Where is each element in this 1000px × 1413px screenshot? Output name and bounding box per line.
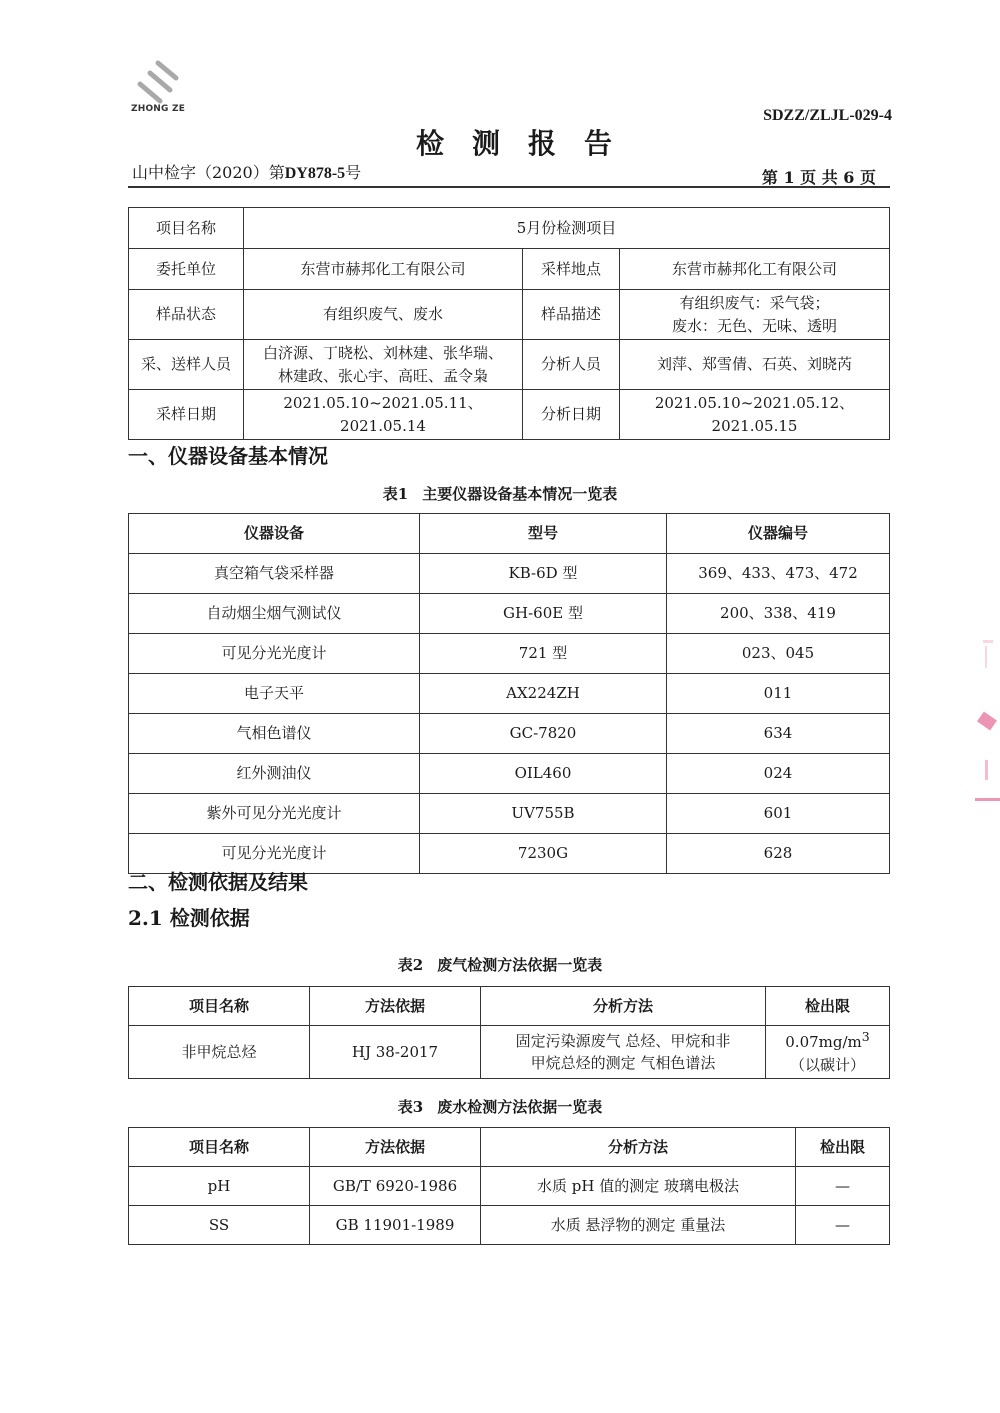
report-number-id: DY878-5 bbox=[284, 165, 346, 182]
cell-model: GH-60E 型 bbox=[420, 594, 667, 634]
subsection-heading-basis: 2.1 检测依据 bbox=[128, 906, 250, 930]
column-header: 项目名称 bbox=[129, 1128, 310, 1167]
table-row bbox=[129, 249, 890, 290]
table-row bbox=[129, 634, 890, 674]
value-analysts: 刘萍、郑雪倩、石英、刘晓芮 bbox=[620, 340, 890, 390]
cell-model: UV755B bbox=[420, 794, 667, 834]
label-sample-state: 样品状态 bbox=[129, 290, 244, 340]
table-row bbox=[129, 290, 890, 340]
cell-serial: 628 bbox=[667, 834, 890, 874]
table2-caption bbox=[0, 954, 1000, 975]
section-heading-basis: 二、检测依据及结果 bbox=[128, 870, 308, 894]
cell-equipment: 真空箱气袋采样器 bbox=[129, 554, 420, 594]
cell-model: OIL460 bbox=[420, 754, 667, 794]
cell-serial: 024 bbox=[667, 754, 890, 794]
samplers-line1: 白济源、丁晓松、刘林建、张华瑞、 bbox=[262, 344, 503, 362]
cell-equipment: 紫外可见分光光度计 bbox=[129, 794, 420, 834]
sample-desc-line2: 废水：无色、无味、透明 bbox=[671, 316, 837, 335]
analysis-date-line2: 2021.05.15 bbox=[711, 416, 798, 435]
label-samplers: 采、送样人员 bbox=[129, 340, 244, 390]
cell-limit: — bbox=[796, 1167, 890, 1206]
table2-caption-number: 表2 bbox=[397, 956, 424, 974]
table3-caption bbox=[0, 1096, 1000, 1117]
table-header-row bbox=[129, 1128, 890, 1167]
cell-item: pH bbox=[129, 1167, 310, 1206]
analysis-date-line1: 2021.05.10~2021.05.12、 bbox=[654, 394, 855, 412]
cell-limit: — bbox=[796, 1206, 890, 1245]
cell-equipment: 自动烟尘烟气测试仪 bbox=[129, 594, 420, 634]
cell-equipment: 可见分光光度计 bbox=[129, 834, 420, 874]
cell-serial: 023、045 bbox=[667, 634, 890, 674]
column-header: 分析方法 bbox=[481, 1128, 796, 1167]
column-header: 检出限 bbox=[796, 1128, 890, 1167]
limit-value: 0.07mg/m bbox=[785, 1033, 862, 1051]
label-sample-desc: 样品描述 bbox=[523, 290, 620, 340]
table-row bbox=[129, 794, 890, 834]
label-sampling-date: 采样日期 bbox=[129, 390, 244, 440]
value-sampling-date: 2021.05.10~2021.05.11、2021.05.14 bbox=[244, 390, 523, 440]
table3-caption-text: 废水检测方法依据一览表 bbox=[437, 1098, 603, 1116]
sample-desc-line1: 有组织废气：采气袋； bbox=[679, 294, 830, 312]
cell-standard: GB/T 6920-1986 bbox=[310, 1167, 481, 1206]
cell-method: 水质 悬浮物的测定 重量法 bbox=[481, 1206, 796, 1245]
report-number-prefix: 山中检字（2020）第 bbox=[132, 163, 285, 182]
waste-gas-method-table bbox=[128, 986, 890, 1079]
table-row bbox=[129, 714, 890, 754]
equipment-table bbox=[128, 513, 890, 874]
cell-serial: 369、433、473、472 bbox=[667, 554, 890, 594]
table-header-row bbox=[129, 987, 890, 1026]
limit-superscript: 3 bbox=[861, 1029, 870, 1044]
table2-caption-text: 废气检测方法依据一览表 bbox=[437, 956, 603, 974]
limit-line1 bbox=[770, 1028, 885, 1054]
column-header: 方法依据 bbox=[310, 1128, 481, 1167]
table1-caption bbox=[0, 483, 1000, 504]
value-sample-state: 有组织废气、废水 bbox=[244, 290, 523, 340]
cell-item: SS bbox=[129, 1206, 310, 1245]
cell-limit bbox=[766, 1026, 890, 1079]
value-samplers bbox=[244, 340, 523, 390]
label-analysts: 分析人员 bbox=[523, 340, 620, 390]
cell-standard: GB 11901-1989 bbox=[310, 1206, 481, 1245]
cell-equipment: 可见分光光度计 bbox=[129, 634, 420, 674]
cell-model: KB-6D 型 bbox=[420, 554, 667, 594]
table-row bbox=[129, 754, 890, 794]
table-row bbox=[129, 1167, 890, 1206]
column-header: 项目名称 bbox=[129, 987, 310, 1026]
table3-caption-number: 表3 bbox=[397, 1098, 424, 1116]
cell-standard: HJ 38-2017 bbox=[310, 1026, 481, 1079]
cell-equipment: 气相色谱仪 bbox=[129, 714, 420, 754]
column-header: 仪器设备 bbox=[129, 514, 420, 554]
cell-serial: 601 bbox=[667, 794, 890, 834]
column-header: 分析方法 bbox=[481, 987, 766, 1026]
label-client: 委托单位 bbox=[129, 249, 244, 290]
document-code: SDZZ/ZLJL-029-4 bbox=[763, 107, 892, 124]
cell-model: GC-7820 bbox=[420, 714, 667, 754]
table-row bbox=[129, 390, 890, 440]
logo-text: ZHONG ZE bbox=[131, 104, 186, 114]
column-header: 仪器编号 bbox=[667, 514, 890, 554]
cell-model: 721 型 bbox=[420, 634, 667, 674]
samplers-line2: 林建政、张心宇、高旺、孟令枭 bbox=[277, 366, 488, 385]
cell-item: 非甲烷总烃 bbox=[129, 1026, 310, 1079]
table-row bbox=[129, 1206, 890, 1245]
table-row bbox=[129, 1026, 890, 1079]
report-title: 检测报告 bbox=[415, 127, 640, 160]
cell-equipment: 红外测油仪 bbox=[129, 754, 420, 794]
column-header: 方法依据 bbox=[310, 987, 481, 1026]
column-header: 型号 bbox=[420, 514, 667, 554]
report-number-suffix: 号 bbox=[345, 163, 362, 182]
label-project-name: 项目名称 bbox=[129, 208, 244, 249]
value-sampling-site: 东营市赫邦化工有限公司 bbox=[620, 249, 890, 290]
table-row bbox=[129, 674, 890, 714]
cell-model: AX224ZH bbox=[420, 674, 667, 714]
table-row bbox=[129, 594, 890, 634]
table1-caption-number: 表1 bbox=[382, 485, 409, 503]
value-sample-desc bbox=[620, 290, 890, 340]
cell-method: 水质 pH 值的测定 玻璃电极法 bbox=[481, 1167, 796, 1206]
cell-serial: 011 bbox=[667, 674, 890, 714]
cell-model: 7230G bbox=[420, 834, 667, 874]
waste-water-method-table bbox=[128, 1127, 890, 1245]
value-analysis-date bbox=[620, 390, 890, 440]
method-line2: 甲烷总烃的测定 气相色谱法 bbox=[530, 1054, 716, 1072]
cell-serial: 200、338、419 bbox=[667, 594, 890, 634]
table1-caption-text: 主要仪器设备基本情况一览表 bbox=[422, 485, 618, 503]
page-indicator: 第 1 页 共 6 页 bbox=[761, 168, 876, 187]
report-number bbox=[132, 160, 361, 183]
label-sampling-site: 采样地点 bbox=[523, 249, 620, 290]
value-project-name: 5月份检测项目 bbox=[244, 208, 890, 249]
table-row bbox=[129, 554, 890, 594]
cell-serial: 634 bbox=[667, 714, 890, 754]
header-divider bbox=[128, 186, 890, 188]
table-header-row bbox=[129, 514, 890, 554]
table-row bbox=[129, 208, 890, 249]
value-client: 东营市赫邦化工有限公司 bbox=[244, 249, 523, 290]
column-header: 检出限 bbox=[766, 987, 890, 1026]
table-row bbox=[129, 340, 890, 390]
cell-method bbox=[481, 1026, 766, 1079]
section-heading-equipment: 一、仪器设备基本情况 bbox=[128, 444, 328, 468]
label-analysis-date: 分析日期 bbox=[523, 390, 620, 440]
limit-line2: （以碳计） bbox=[789, 1055, 865, 1074]
seal-stamp-icon bbox=[975, 630, 1000, 810]
method-line1: 固定污染源废气 总烃、甲烷和非 bbox=[515, 1031, 731, 1050]
project-info-table bbox=[128, 207, 890, 440]
cell-equipment: 电子天平 bbox=[129, 674, 420, 714]
